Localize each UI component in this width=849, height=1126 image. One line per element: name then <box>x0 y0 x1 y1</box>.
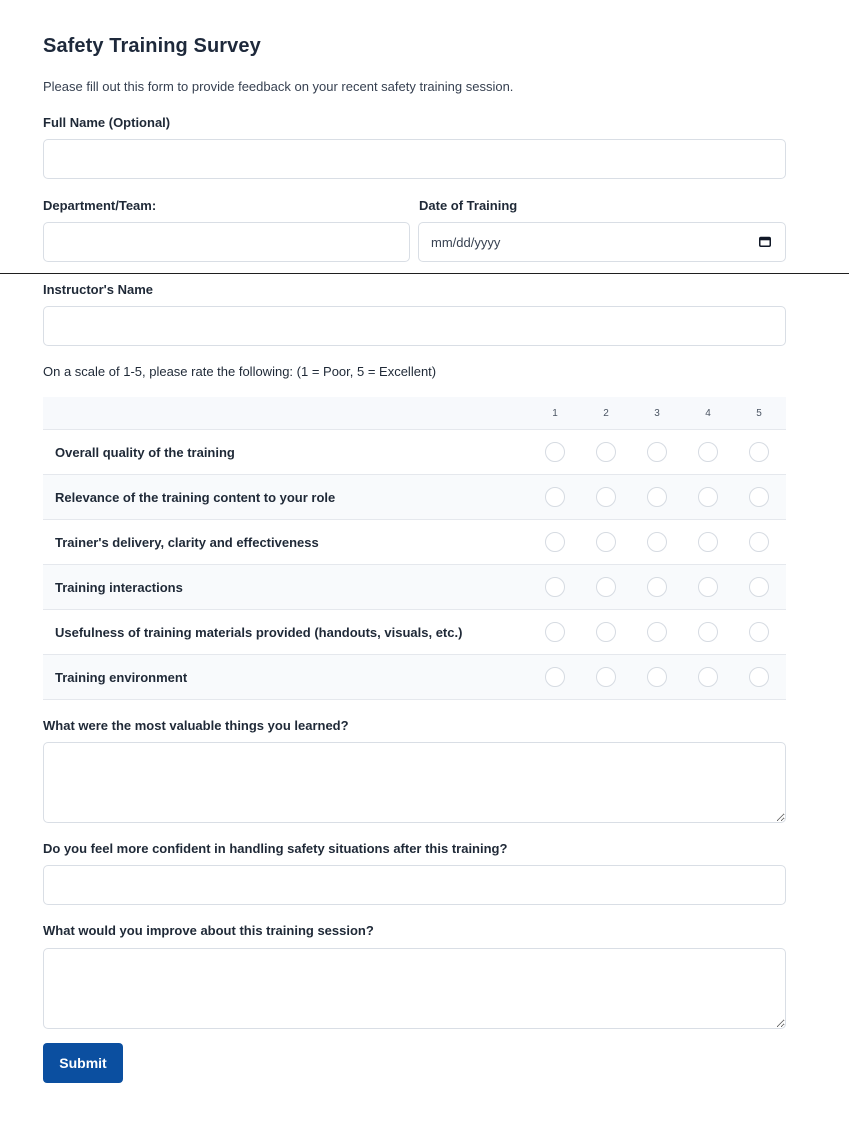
rating-row <box>43 430 786 475</box>
scale-column-4: 4 <box>705 408 711 419</box>
rating-row <box>43 565 786 610</box>
scale-column-2: 2 <box>603 408 609 419</box>
scale-column-1: 1 <box>552 408 558 419</box>
department-label: Department/Team: <box>43 198 157 213</box>
rating-radio-2[interactable] <box>596 442 616 462</box>
intro-text: Please fill out this form to provide feedback on your recent safety training session. <box>43 79 514 94</box>
rating-radio-2[interactable] <box>596 577 616 597</box>
rating-row <box>43 520 786 565</box>
valuable-learnings-textarea[interactable] <box>43 742 786 823</box>
rating-radio-1[interactable] <box>545 532 565 552</box>
confidence-label: Do you feel more confident in handling safety situations after this training? <box>43 841 508 856</box>
rating-radio-5[interactable] <box>749 442 769 462</box>
confidence-input[interactable] <box>43 865 786 905</box>
rating-item-label: Overall quality of the training <box>55 445 235 460</box>
rating-radio-3[interactable] <box>647 577 667 597</box>
rating-radio-1[interactable] <box>545 577 565 597</box>
rating-radio-3[interactable] <box>647 667 667 687</box>
rating-radio-3[interactable] <box>647 622 667 642</box>
date-placeholder: mm/dd/yyyy <box>431 235 501 250</box>
rating-row <box>43 610 786 655</box>
rating-radio-1[interactable] <box>545 667 565 687</box>
rating-item-label: Training environment <box>55 670 188 685</box>
calendar-icon[interactable] <box>759 236 771 247</box>
rating-table <box>43 397 786 700</box>
rating-radio-4[interactable] <box>698 622 718 642</box>
rating-radio-5[interactable] <box>749 622 769 642</box>
rating-radio-3[interactable] <box>647 442 667 462</box>
submit-button[interactable]: Submit <box>43 1043 123 1083</box>
rating-radio-2[interactable] <box>596 667 616 687</box>
date-label: Date of Training <box>419 198 518 213</box>
instructor-input[interactable] <box>43 306 786 346</box>
rating-radio-5[interactable] <box>749 487 769 507</box>
rating-radio-5[interactable] <box>749 532 769 552</box>
rating-radio-2[interactable] <box>596 532 616 552</box>
rating-item-label: Training interactions <box>55 580 183 595</box>
rating-radio-4[interactable] <box>698 532 718 552</box>
rating-row <box>43 475 786 520</box>
page-title: Safety Training Survey <box>43 35 261 57</box>
rating-row <box>43 655 786 700</box>
rating-radio-4[interactable] <box>698 577 718 597</box>
rating-radio-4[interactable] <box>698 487 718 507</box>
scale-column-5: 5 <box>756 408 762 419</box>
rating-item-label: Trainer's delivery, clarity and effectiveness <box>55 535 319 550</box>
rating-radio-4[interactable] <box>698 667 718 687</box>
rating-item-label: Usefulness of training materials provided (handouts, visuals, etc.) <box>55 625 463 640</box>
page-divider <box>0 273 849 274</box>
rating-radio-1[interactable] <box>545 487 565 507</box>
rating-radio-5[interactable] <box>749 577 769 597</box>
rating-radio-1[interactable] <box>545 622 565 642</box>
rating-radio-2[interactable] <box>596 622 616 642</box>
rating-radio-3[interactable] <box>647 532 667 552</box>
instructor-label: Instructor's Name <box>43 282 154 297</box>
rating-scale-note: On a scale of 1-5, please rate the following: (1 = Poor, 5 = Excellent) <box>43 364 437 379</box>
department-input[interactable] <box>43 222 410 262</box>
improvement-textarea[interactable] <box>43 948 786 1029</box>
valuable-learnings-label: What were the most valuable things you learned? <box>43 718 349 733</box>
rating-radio-4[interactable] <box>698 442 718 462</box>
rating-radio-3[interactable] <box>647 487 667 507</box>
rating-radio-1[interactable] <box>545 442 565 462</box>
rating-radio-5[interactable] <box>749 667 769 687</box>
full-name-label: Full Name (Optional) <box>43 115 171 130</box>
rating-radio-2[interactable] <box>596 487 616 507</box>
scale-column-3: 3 <box>654 408 660 419</box>
rating-table-header <box>43 397 786 430</box>
full-name-input[interactable] <box>43 139 786 179</box>
improvement-label: What would you improve about this training session? <box>43 923 374 938</box>
date-input[interactable] <box>418 222 786 262</box>
rating-item-label: Relevance of the training content to your role <box>55 490 336 505</box>
